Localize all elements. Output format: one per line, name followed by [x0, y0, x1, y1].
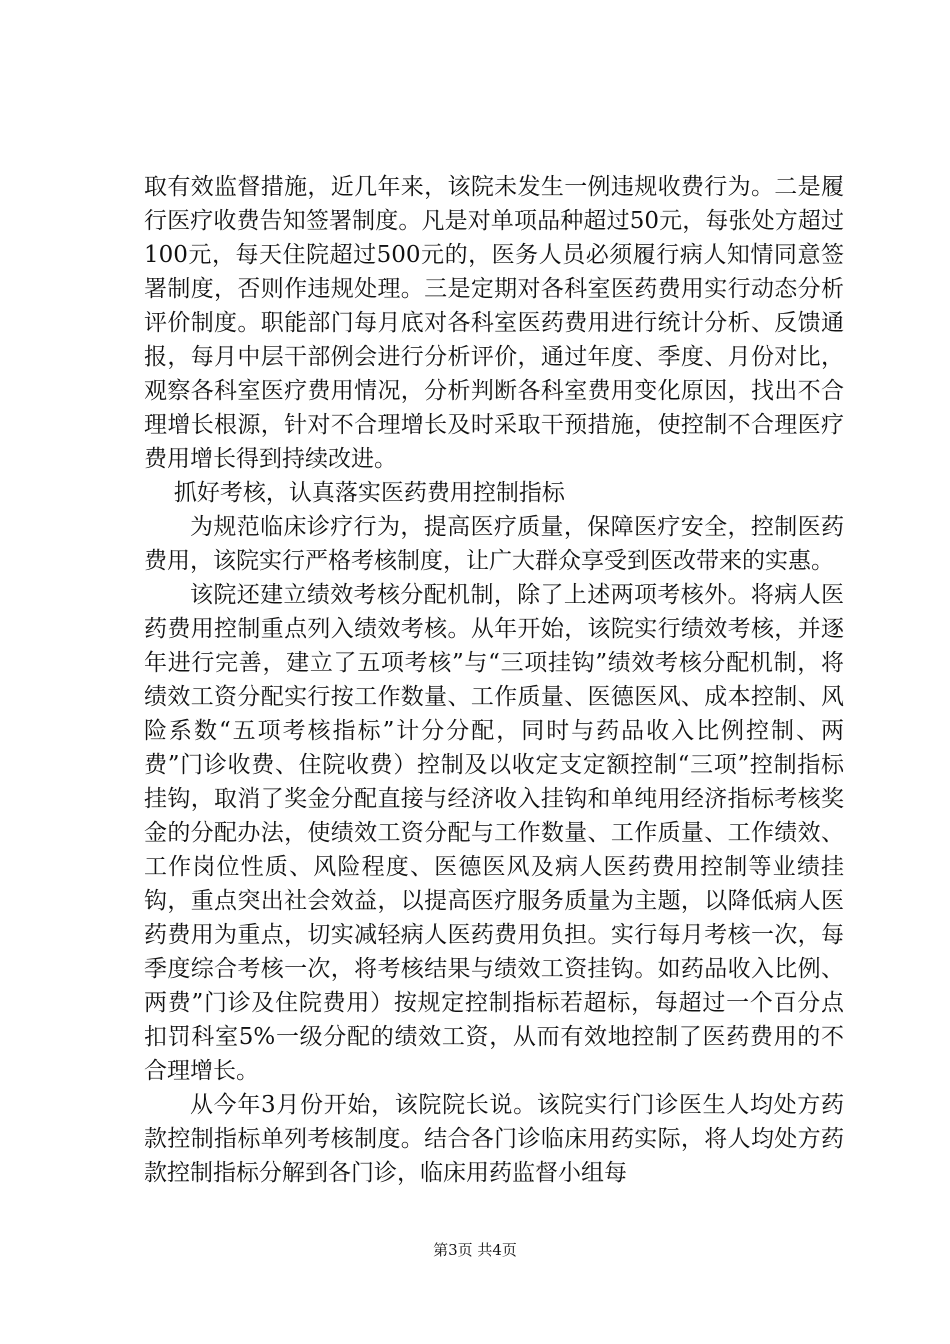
document-body [144, 170, 844, 1190]
paragraph-continuation: 取有效监督措施，近几年来，该院未发生一例违规收费行为。二是履行医疗收费告知签署制度。凡是对单项品种超过50元，每张处方超过100元，每天住院超过500元的，医务人员必须履行病人知情同意签署制度，否则作违规处理。三是定期对各科室医药费用实行动态分析评价制度。职能部门每月底对各科室医药费用进行统计分析、反馈通报，每月中层干部例会进行分析评价，通过年度、季度、月份对比，观察各科室医疗费用情况，分析判断各科室费用变化原因，找出不合理增长根源，针对不合理增长及时采取干预措施，使控制不合理医疗费用增长得到持续改进。 [144, 174, 844, 472]
page-footer: 第3页 共4页 [433, 1241, 517, 1259]
paragraph-prescription-control: 从今年3月份开始，该院院长说。该院实行门诊医生人均处方药款控制指标单列考核制度。结合各门诊临床用药实际，将人均处方药款控制指标分解到各门诊，临床用药监督小组每 [144, 1092, 844, 1186]
paragraph-performance-mechanism: 该院还建立绩效考核分配机制，除了上述两项考核外。将病人医药费用控制重点列入绩效考核。从年开始，该院实行绩效考核，并逐年进行完善，建立了五项考核”与“三项挂钩”绩效考核分配机制，将绩效工资分配实行按工作数量、工作质量、医德医风、成本控制、风险系数“五项考核指标”计分分配，同时与药品收入比例控制、两费”门诊收费、住院收费）控制及以收定支定额控制“三项”控制指标挂钩，取消了奖金分配直接与经济收入挂钩和单纯用经济指标考核奖金的分配办法，使绩效工资分配与工作数量、工作质量、工作绩效、工作岗位性质、风险程度、医德医风及病人医药费用控制等业绩挂钩，重点突出社会效益，以提高医疗服务质量为主题，以降低病人医药费用为重点，切实减轻病人医药费用负担。实行每月考核一次，每季度综合考核一次，将考核结果与绩效工资挂钩。如药品收入比例、两费”门诊及住院费用）按规定控制指标若超标，每超过一个百分点扣罚科室5%一级分配的绩效工资，从而有效地控制了医药费用的不合理增长。 [144, 582, 844, 1084]
paragraph-assessment-intro: 为规范临床诊疗行为，提高医疗质量，保障医疗安全，控制医药费用，该院实行严格考核制度，让广大群众享受到医改带来的实惠。 [144, 514, 844, 574]
section-heading: 抓好考核，认真落实医药费用控制指标 [173, 480, 565, 506]
